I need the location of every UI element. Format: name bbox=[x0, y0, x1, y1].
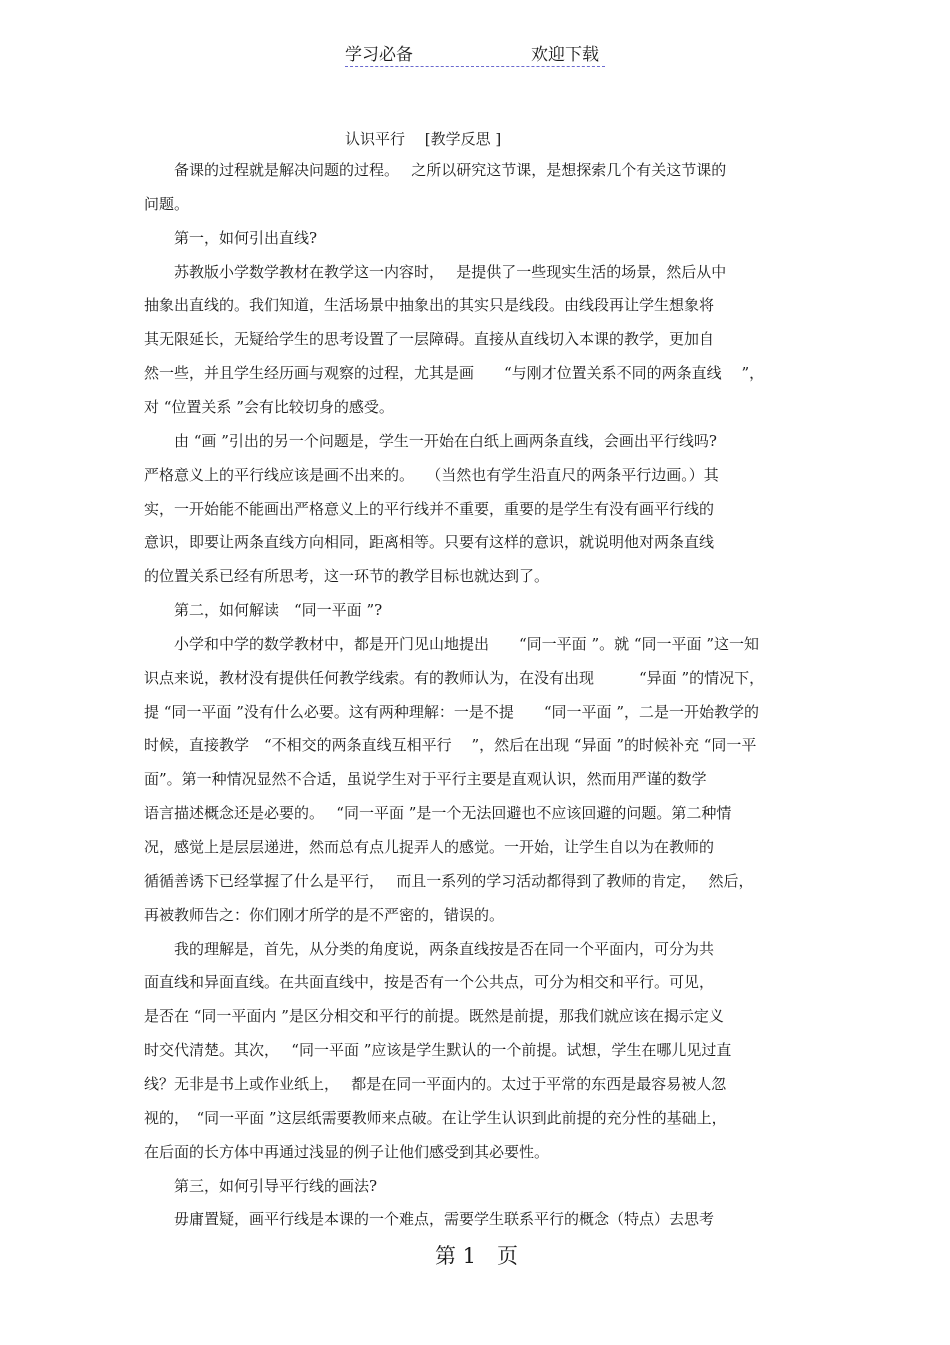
text-line: 视的， “同一平面 ”这层纸需要教师来点破。在让学生认识到此前提的充分性的基础上， bbox=[144, 1108, 727, 1127]
text-line: 由 “画 ”引出的另一个问题是，学生一开始在白纸上画两条直线，会画出平行线吗? bbox=[144, 431, 717, 450]
text-line: 小学和中学的数学教材中，都是开门见山地提出 “同一平面 ”。就 “同一平面 ”这一知 bbox=[144, 634, 759, 653]
text-line: 实，一开始能不能画出严格意义上的平行线并不重要，重要的是学生有没有画平行线的 bbox=[144, 499, 715, 518]
text-line: 语言描述概念还是必要的。 “同一平面 ”是一个无法回避也不应该回避的问题。第二种情 bbox=[144, 804, 732, 823]
text-line: 第一，如何引出直线? bbox=[144, 228, 318, 247]
text-line: 问题。 bbox=[144, 194, 190, 213]
header-right-text: 欢迎下载 bbox=[531, 45, 599, 65]
document-title: 认识平行 [教学反思 ] bbox=[345, 130, 502, 148]
text-line: 严格意义上的平行线应该是画不出来的。 （当然也有学生沿直尺的两条平行边画。）其 bbox=[144, 465, 719, 484]
text-line: 面”。第一种情况显然不合适，虽说学生对于平行主要是直观认识，然而用严谨的数学 bbox=[144, 770, 707, 789]
text-line: 再被教师告之：你们刚才所学的是不严密的，错误的。 bbox=[144, 905, 505, 924]
text-line: 第二，如何解读 “同一平面 ”? bbox=[144, 601, 383, 620]
text-line: 循循善诱下已经掌握了什么是平行， 而且一系列的学习活动都得到了教师的肯定， 然后， bbox=[144, 871, 754, 890]
text-line: 的位置关系已经有所思考，这一环节的教学目标也就达到了。 bbox=[144, 567, 550, 586]
text-line: 苏教版小学数学教材在教学这一内容时， 是提供了一些现实生活的场景，然后从中 bbox=[144, 262, 727, 281]
text-line: 对 “位置关系 ”会有比较切身的感受。 bbox=[144, 397, 394, 416]
text-line: 备课的过程就是解决问题的过程。 之所以研究这节课，是想探索几个有关这节课的 bbox=[144, 161, 727, 179]
header-left-text: 学习必备 bbox=[345, 45, 413, 65]
text-line: 线？无非是书上或作业纸上， 都是在同一平面内的。太过于平常的东西是最容易被人忽 bbox=[144, 1074, 727, 1093]
text-line: 面直线和异面直线。在共面直线中，按是否有一个公共点，可分为相交和平行。可见， bbox=[144, 973, 715, 992]
text-line: 第三，如何引导平行线的画法? bbox=[144, 1176, 378, 1195]
text-line: 是否在 “同一平面内 ”是区分相交和平行的前提。既然是前提，那我们就应该在揭示定义 bbox=[144, 1007, 724, 1026]
text-line: 识点来说，教材没有提供任何教学线索。有的教师认为，在没有出现 “异面 ”的情况下， bbox=[144, 668, 765, 687]
text-line: 然一些，并且学生经历画与观察的过程，尤其是画 “与刚才位置关系不同的两条直线 ”， bbox=[144, 364, 765, 383]
page-number: 第 1 页 bbox=[435, 1244, 519, 1268]
page-header bbox=[345, 40, 605, 67]
text-line: 意识，即要让两条直线方向相同，距离相等。只要有这样的意识，就说明他对两条直线 bbox=[144, 533, 715, 552]
text-line: 提 “同一平面 ”没有什么必要。这有两种理解：一是不提 “同一平面 ”，二是一开始教学的 bbox=[144, 702, 759, 721]
text-line: 况，感觉上是层层递进，然而总有点儿捉弄人的感觉。一开始，让学生自以为在教师的 bbox=[144, 838, 715, 856]
text-line: 在后面的长方体中再通过浅显的例子让他们感受到其必要性。 bbox=[144, 1142, 550, 1161]
text-line: 我的理解是，首先，从分类的角度说，两条直线按是否在同一个平面内，可分为共 bbox=[144, 939, 715, 958]
text-line: 时交代清楚。其次， “同一平面 ”应该是学生默认的一个前提。试想，学生在哪儿见过直 bbox=[144, 1041, 732, 1060]
text-line: 毋庸置疑，画平行线是本课的一个难点，需要学生联系平行的概念（特点）去思考 bbox=[144, 1210, 715, 1229]
text-line: 抽象出直线的。我们知道，生活场景中抽象出的其实只是线段。由线段再让学生想象将 bbox=[144, 296, 715, 315]
text-line: 时候，直接教学 “不相交的两条直线互相平行 ”，然后在出现 “异面 ”的时候补充 “同一平 bbox=[144, 736, 757, 755]
text-line: 其无限延长，无疑给学生的思考设置了一层障碍。直接从直线切入本课的教学，更加自 bbox=[144, 330, 715, 349]
